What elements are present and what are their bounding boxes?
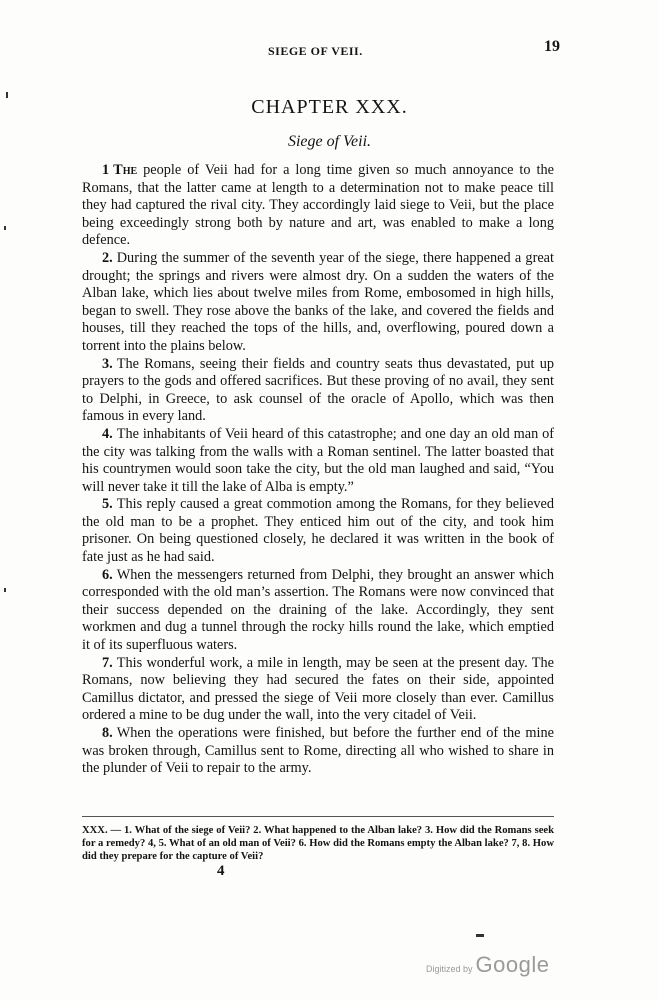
paragraph-text: When the messengers returned from Delphi, they brought an answer which corresponded with the old man’s assertion. The Romans were now convinced that their success depended on the draining of the lake. Accordingly, they sent workmen and dug a tunnel through the rocky hills round the lake, which emptied it of its superfluous waters.	[82, 566, 554, 654]
page-number: 19	[544, 38, 560, 55]
paragraph	[82, 567, 554, 655]
google-logo: Google	[475, 952, 550, 977]
chapter-subtitle: Siege of Veii.	[287, 133, 372, 150]
paragraph	[82, 162, 554, 250]
chapter-title: CHAPTER XXX.	[251, 96, 408, 118]
paragraph-number: 4.	[102, 425, 113, 442]
drop-word: The	[113, 162, 138, 178]
running-head: SIEGE OF VEII.	[268, 44, 363, 58]
paragraph	[82, 426, 554, 496]
paragraph-number: 6.	[102, 566, 113, 583]
paragraph	[82, 655, 554, 725]
paragraph-number: 2.	[102, 249, 113, 266]
paragraph-number: 5.	[102, 496, 113, 513]
digitized-watermark	[426, 952, 549, 978]
footnote-divider	[82, 816, 554, 817]
margin-mark	[4, 588, 6, 592]
paragraph-number: 3.	[102, 355, 113, 372]
paragraph-text: This reply caused a great commotion among the Romans, for they believed the old man to be a prophet. They enticed him out of the city, and took him prisoner. On being questioned closely, he declared it was written in the book of fate just as he had said.	[82, 496, 554, 566]
paragraph-text: The inhabitants of Veii heard of this catastrophe; and one day an old man of the city was talking from the walls with a Roman sentinel. The latter boasted that his countrymen would soon take the city, but the old man laughed and said, “You will never take it till the lake of Alba is empty.”	[82, 425, 554, 495]
paragraph-text: This wonderful work, a mile in length, may be seen at the present day. The Romans, now believing they had secured the fates on their side, appointed Camillus dictator, and pressed the siege of Veii more closely than ever. Camillus ordered a mine to be dug under the wall, into the very citadel of Veii.	[82, 654, 554, 724]
paragraph-text: During the summer of the seventh year of the siege, there happened a great drought; the springs and rivers were almost dry. On a sudden the waters of the Alban lake, which lies about twelve miles from Rome, embosomed in high hills, began to swell. They rose above the banks of the lake, and covered the fields and houses, till they reached the tops of the hills, and, overflowing, poured down a torrent into the plains below.	[82, 249, 554, 354]
signature-mark: 4	[217, 863, 225, 879]
paragraph	[82, 356, 554, 426]
chapter-body	[82, 162, 554, 778]
watermark-prefix: Digitized by	[426, 964, 473, 974]
paragraph-number: 7.	[102, 654, 113, 671]
paragraph-text: people of Veii had for a long time given so much annoyance to the Romans, that the latter came at length to a determination not to make peace till they had captured the rival city. They accordingly laid siege to Veii, but the place being exceedingly strong both by nature and art, was enabled to make a long defence.	[82, 162, 554, 249]
margin-mark	[476, 934, 484, 937]
footnote-questions: XXX. — 1. What of the siege of Veii? 2. What happened to the Alban lake? 3. How did the Romans seek for a remedy? 4, 5. What of an old man of Veii? 6. How did the Romans empty the Alban lake? 7, 8. How did they prepare for the capture of Veii?	[82, 825, 554, 862]
paragraph	[82, 250, 554, 356]
paragraph-number: 1	[102, 162, 110, 178]
paragraph-text: The Romans, seeing their fields and country seats thus devastated, put up prayers to the gods and offered sacrifices. But these proving of no avail, they sent to Delphi, in Greece, to ask counsel of the oracle of Apollo, which was then famous in every land.	[82, 355, 554, 425]
margin-mark	[4, 226, 6, 230]
paragraph	[82, 496, 554, 566]
paragraph-number: 8.	[102, 725, 113, 741]
paragraph	[82, 725, 554, 778]
paragraph-text: When the operations were finished, but before the further end of the mine was broken through, Camillus sent to Rome, directing all who wished to share in the plunder of Veii to repair to the army.	[82, 725, 554, 777]
